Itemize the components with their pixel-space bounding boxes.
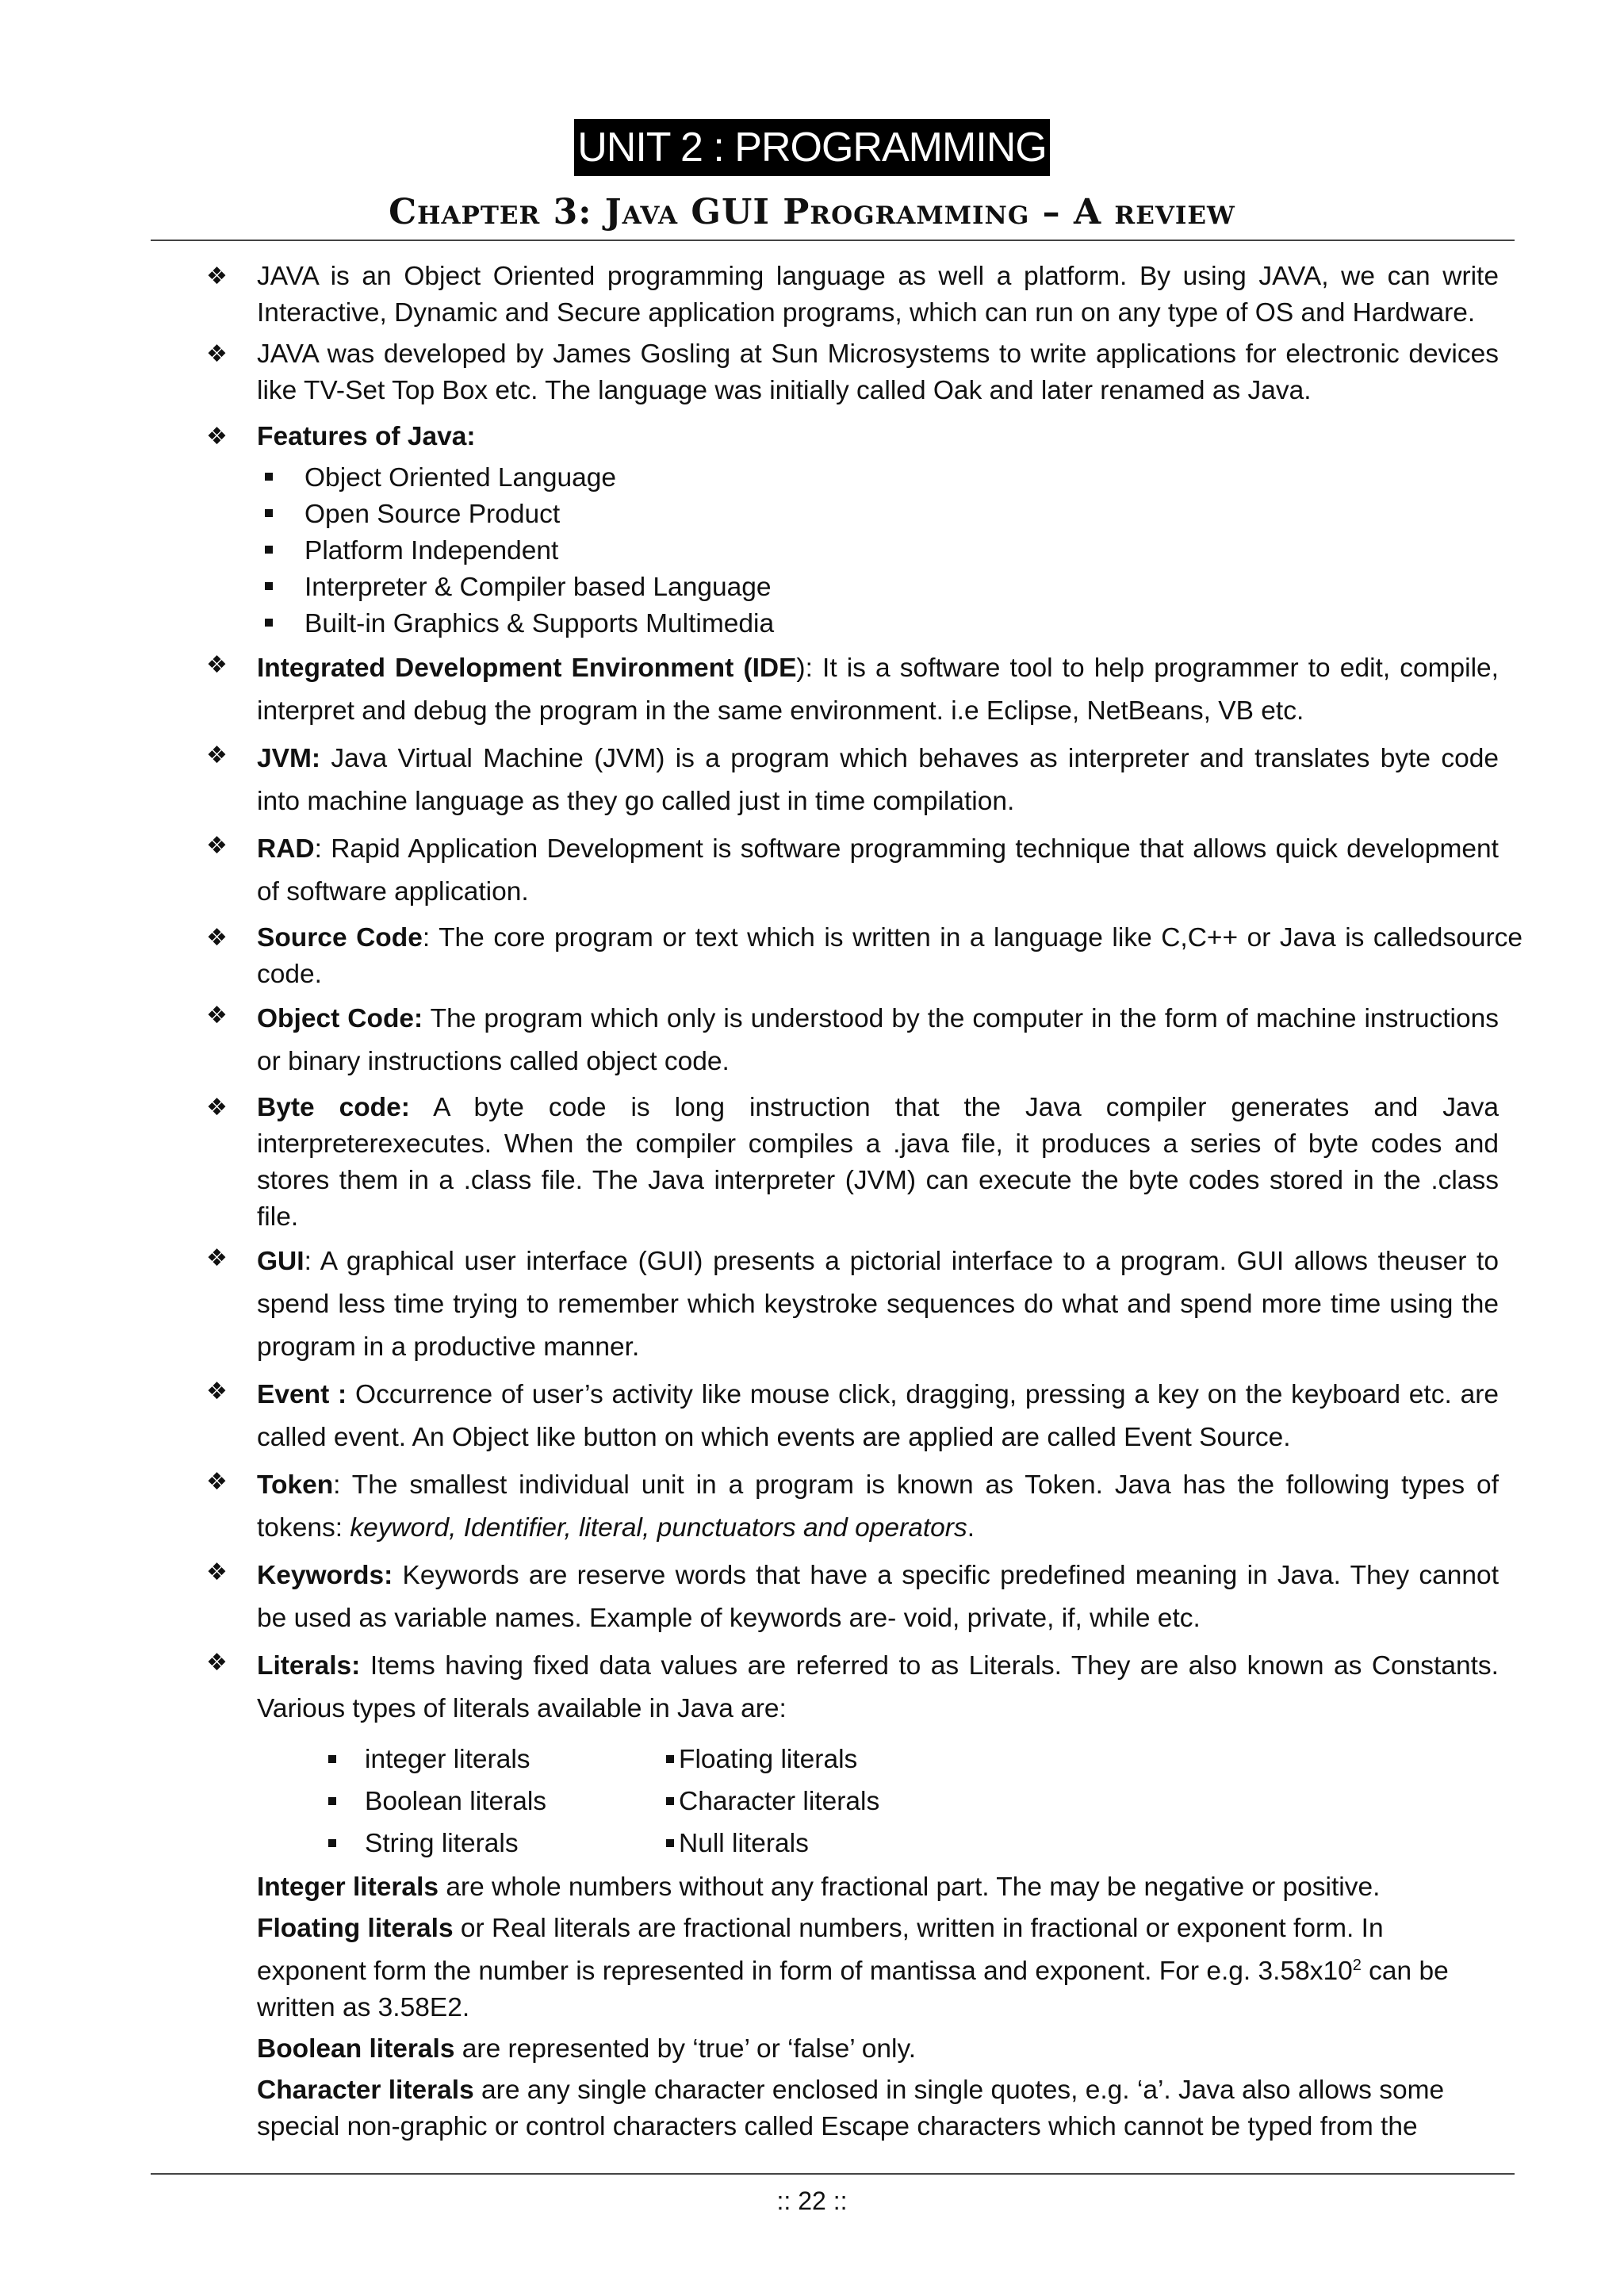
page-number: :: 22 :: [776,2187,848,2215]
main-content [206,259,1522,2150]
diamond-bullet-icon: ❖ [206,1094,228,1121]
square-bullet-icon [328,1755,336,1763]
square-bullet-icon [265,509,273,517]
feature-item: Open Source Product [257,496,1499,533]
unit-heading [0,119,1624,176]
literal-row: Boolean literals Character literals [317,1780,1499,1823]
diamond-bullet-icon: ❖ [206,1650,228,1676]
diamond-bullet-icon: ❖ [206,742,228,769]
diamond-bullet-icon: ❖ [206,424,228,450]
bullet-literals: ❖ Literals: Items having fixed data values are referred to as Literals. They are also known as Constants. Various types of literals available in Java are: [206,1645,1499,1731]
feature-item: Platform Independent [257,533,1499,569]
boolean-literals-paragraph: Boolean literals are represented by ‘true’ or ‘false’ only. [257,2034,917,2064]
diamond-bullet-icon: ❖ [206,652,228,678]
diamond-bullet-icon: ❖ [206,833,228,859]
literal-row: integer literals Floating literals [317,1738,1499,1780]
integer-literals-paragraph: Integer literals are whole numbers without any fractional part. The may be negative or positive. [257,1872,1381,1902]
bullet-gui: ❖ GUI: A graphical user interface (GUI) presents a pictorial interface to a program. GUI allows theuser to spend less time trying to remember which keystroke sequences do what and spend more time using the program in a productive manner. [206,1240,1499,1369]
chapter-title: Chapter 3: Java GUI Programming – A review [389,192,1235,232]
square-bullet-icon [666,1839,674,1847]
bullet-token: ❖ Token: The smallest individual unit in a program is known as Token. Java has the following types of tokens: keyword, Identifier, literal, punctuators and operators. [206,1464,1499,1550]
square-bullet-icon [328,1797,336,1805]
bullet-keywords: ❖ Keywords: Keywords are reserve words that have a specific predefined meaning in Java. They cannot be used as variable names. Example of keywords are- void, private, if, while etc. [206,1554,1499,1640]
feature-item: Interpreter & Compiler based Language [257,569,1499,606]
diamond-bullet-icon: ❖ [206,341,228,367]
footer-divider [151,2173,1515,2175]
diamond-bullet-icon: ❖ [206,1378,228,1405]
square-bullet-icon [666,1755,674,1763]
square-bullet-icon [265,473,273,481]
diamond-bullet-icon: ❖ [206,1002,228,1029]
bullet-byte-code: ❖ Byte code: A byte code is long instruction that the Java compiler generates and Java interpreterexecutes. When the compiler compiles a .java file, it produces a series of byte codes and stores them in a .class file. The Java interpreter (JVM) can execute the byte codes stored in the .class file. [206,1090,1499,1236]
bullet-event: ❖ Event : Occurrence of user’s activity like mouse click, dragging, pressing a key on the keyboard etc. are called event. An Object like button on which events are applied are called Event Source. [206,1374,1499,1459]
bullet-ide: ❖ Integrated Development Environment (IDE): It is a software tool to help programmer to edit, compile, interpret and debug the program in the same environment. i.e Eclipse, NetBeans, VB etc. [206,647,1499,733]
square-bullet-icon [328,1839,336,1847]
bullet-source-code: ❖ Source Code: The core program or text which is written in a language like C,C++ or Java is calledsource code. [206,920,1499,993]
bullet-java-history: ❖ JAVA was developed by James Gosling at Sun Microsystems to write applications for electronic devices like TV-Set Top Box etc. The language was initially called Oak and later renamed as Java. [206,336,1499,409]
diamond-bullet-icon: ❖ [206,263,228,289]
features-list [206,460,1499,642]
square-bullet-icon [265,582,273,590]
square-bullet-icon [265,546,273,554]
bullet-rad: ❖ RAD: Rapid Application Development is software programming technique that allows quick development of software application. [206,828,1499,914]
bullet-jvm: ❖ JVM: Java Virtual Machine (JVM) is a program which behaves as interpreter and translates byte code into machine language as they go called just in time compilation. [206,738,1499,823]
unit-title: UNIT 2 : PROGRAMMING [574,119,1050,176]
floating-literals-paragraph: Floating literals or Real literals are fractional numbers, written in fractional or exponent form. In exponent form the number is represented in form of mantissa and exponent. For e.g. $3.58x10^2$ can be written as 3.58E2. [257,1914,1449,2023]
diamond-bullet-icon: ❖ [206,1469,228,1495]
diamond-bullet-icon: ❖ [206,1245,228,1271]
diamond-bullet-icon: ❖ [206,1559,228,1585]
diamond-bullet-icon: ❖ [206,925,228,951]
character-literals-paragraph: Character literals are any single character enclosed in single quotes, e.g. ‘a’. Java also allows some special non-graphic or control characters called Escape characters which cannot be typed from the [257,2076,1445,2142]
literal-row: String literals Null literals [317,1823,1499,1865]
bullet-features [206,419,1499,455]
square-bullet-icon [666,1797,674,1805]
literal-types-grid [317,1738,1499,1865]
bullet-java-intro: ❖ JAVA is an Object Oriented programming language as well a platform. By using JAVA, we can write Interactive, Dynamic and Secure application programs, which can run on any type of OS and Hardware. [206,259,1499,332]
square-bullet-icon [265,619,273,627]
feature-item: Built-in Graphics & Supports Multimedia [257,606,1499,642]
feature-item: Object Oriented Language [257,460,1499,496]
bullet-object-code: ❖ Object Code: The program which only is understood by the computer in the form of machine instructions or binary instructions called object code. [206,998,1499,1083]
header-divider [151,240,1515,241]
features-label: Features of Java: [257,422,476,451]
